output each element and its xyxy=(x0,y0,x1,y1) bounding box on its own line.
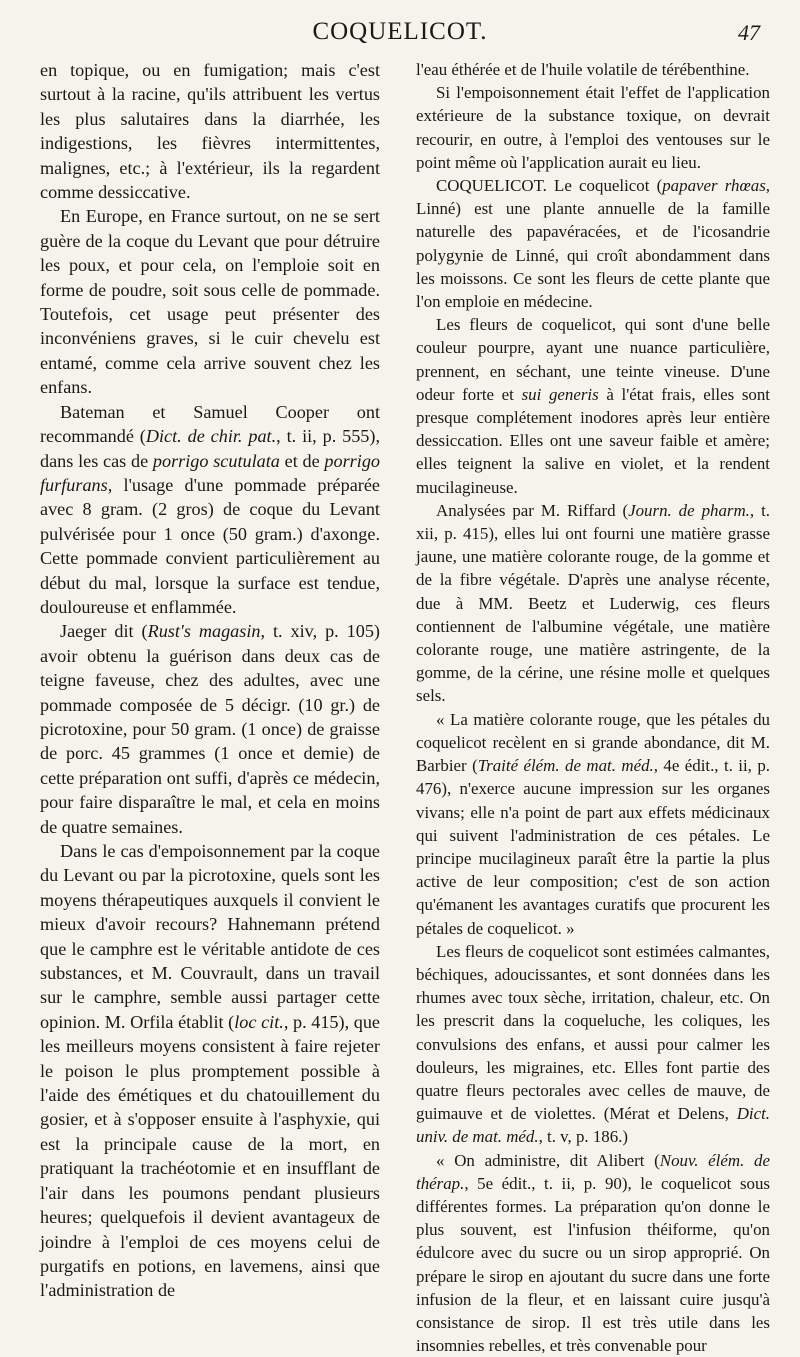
paragraph: Les fleurs de coquelicot, qui sont d'une belle couleur pourpre, ayant une nuance particulière, prennent, en séchant, une teinte vineuse. D'une odeur forte et sui generis à l'état frais, elles sont presque complétement inodores après leur entière dessiccation. Elles ont une saveur faible et amère; elles teignent la salive en violet, et la rendent mucilagineuse. xyxy=(416,315,770,497)
citation: Journ. de pharm. xyxy=(628,500,750,520)
paragraph: Les fleurs de coquelicot sont estimées calmantes, béchiques, adoucissantes, et sont données dans les rhumes avec toux sèche, irritation, chaleur, etc. On les prescrit dans la coqueluche, les coliques, les convulsions des enfans, et aussi pour calmer les douleurs, les migraines, etc. Elles font partie des quatre fleurs pectorales avec celles de mauve, de guimauve et de violettes. (Mérat et Delens, Dict. univ. de mat. méd., t. v, p. 186.) xyxy=(416,941,770,1147)
latin-term: papaver rhœas xyxy=(662,176,766,196)
citation: Dict. univ. de mat. méd. xyxy=(416,1104,770,1147)
paragraph: Bateman et Samuel Cooper ont recommandé (Dict. de chir. pat., t. ii, p. 555), dans les cas de porrigo scutulata et de porrigo furfurans, l'usage d'une pommade préparée avec 8 gram. (2 gros) de coque du Levant pulvérisée pour 1 once (50 gram.) d'axonge. Cette pommade convient particulièrement au début du mal, lorsque la surface est tendue, douloureuse et enflammée. xyxy=(40,401,381,617)
latin-term: sui generis xyxy=(521,384,599,404)
paragraph: Si l'empoisonnement était l'effet de l'application extérieure de la substance toxique, on devrait recourir, en outre, à l'emploi des ventouses sur le point même où l'application aurait eu lieu. xyxy=(416,83,770,172)
paragraph: Jaeger dit (Rust's magasin, t. xiv, p. 105) avoir obtenu la guérison dans deux cas de teigne faveuse, chez des adultes, avec une pommade composée de 5 décigr. (10 gr.) de picrotoxine, pour 50 gram. (1 once) de graisse de porc. 45 grammes (1 once et demie) de cette préparation ont suffi, d'après ce médecin, pour faire disparaître le mal, et cela en moins de quatre semaines. xyxy=(40,621,380,837)
paragraph: Dans le cas d'empoisonnement par la coque du Levant ou par la picrotoxine, quels sont les moyens thérapeutiques auxquels il convient le mieux d'avoir recours? Hahnemann prétend que le camphre est le véritable antidote de ces substances, et M. Couvrault, dans un travail sur le camphre, semble aussi partager cette opinion. M. Orfila établit (loc cit., p. 415), que les meilleurs moyens consistent à faire rejeter le poison le plus promptement possible à l'aide des émétiques et du chatouillement du gosier, et à s'opposer ensuite à l'asphyxie, qui est la principale cause de la mort, en pratiquant la trachéotomie et en insufflant de l'air dans les poumons pendant plusieurs heures; quelquefois il devient avantageux de joindre à l'emploi de ces moyens celui de purgatifs en potions, en lavemens, ainsi que l'administration de xyxy=(40,841,380,1301)
paragraph: Analysées par M. Riffard (Journ. de pharm., t. xii, p. 415), elles lui ont fourni une matière grasse jaune, une matière colorante rouge, de la gomme et de la fibre végétale. D'après une analyse récente, due à MM. Beetz et Luderwig, ces fleurs contiennent de l'albumine végétale, une matière colorante rouge, une matière astringente, de la gomme, de la cérine, une résine molle et quelques sels. xyxy=(416,500,770,706)
citation: Nouv. élém. de thérap. xyxy=(416,1150,770,1193)
entry-paragraph: COQUELICOT. Le coquelicot (papaver rhœas, Linné) est une plante annuelle de la famille naturelle des papavéracées, et de l'icosandrie polygynie de Linné, qui croît abondamment dans les moissons. Ce sont les fleurs de cette plante que l'on emploie en médecine. xyxy=(416,176,771,312)
page-header xyxy=(40,18,760,54)
right-column xyxy=(416,58,770,1357)
paragraph: en topique, ou en fumigation; mais c'est surtout à la racine, qu'ils attribuent les vertus les plus salutaires dans la diarrhée, les indigestions, les fièvres intermittentes, malignes, etc.; à l'extérieur, ils la regardent comme dessiccative. xyxy=(40,60,380,203)
page-number: 47 xyxy=(738,20,760,45)
paragraph: l'eau éthérée et de l'huile volatile de térébenthine. xyxy=(416,60,750,79)
running-title: COQUELICOT. xyxy=(312,18,488,45)
latin-term: porrigo furfurans xyxy=(40,450,381,495)
citation: Rust's magasin xyxy=(147,621,261,642)
paragraph: En Europe, en France surtout, on ne se sert guère de la coque du Levant que pour détruire les poux, et pour cela, on l'emploie soit en forme de poudre, soit sous celle de pommade. Toutefois, cet usage peut présenter des inconvéniens graves, si le cuir chevelu est entamé, comme cela arrive souvent chez les enfans. xyxy=(40,206,380,398)
left-column xyxy=(40,58,380,1303)
quote-paragraph: « La matière colorante rouge, que les pétales du coquelicot recèlent en si grande abondance, dit M. Barbier (Traité élém. de mat. méd., 4e édit., t. ii, p. 476), n'exerce aucune impression sur les organes vivans; elle n'a point de part aux effets médicinaux qui suivent l'administration de ces pétales. Le principe mucilagineux paraît être la partie la plus active de leur composition; c'est de son action qu'émanent les avantages curatifs que procurent les pétales de coquelicot. » xyxy=(416,709,770,938)
latin-term: porrigo scutulata xyxy=(152,450,280,471)
citation: Dict. de chir. pat. xyxy=(145,426,277,447)
citation: Traité élém. de mat. méd. xyxy=(477,756,654,776)
quote-paragraph: « On administre, dit Alibert (Nouv. élém. de thérap., 5e édit., t. ii, p. 90), le coquelicot sous différentes formes. La préparation qu'on donne le plus souvent, est l'infusion théiforme, qu'on édulcore avec du sucre ou un sirop approprié. On prépare le sirop en ajoutant du sucre dans une forte infusion de la fleur, et en laissant cuire jusqu'à consistance de sirop. Il est très utile dans les insomnies rebelles, et très convenable pour xyxy=(416,1150,770,1356)
citation: loc cit. xyxy=(234,1011,284,1032)
